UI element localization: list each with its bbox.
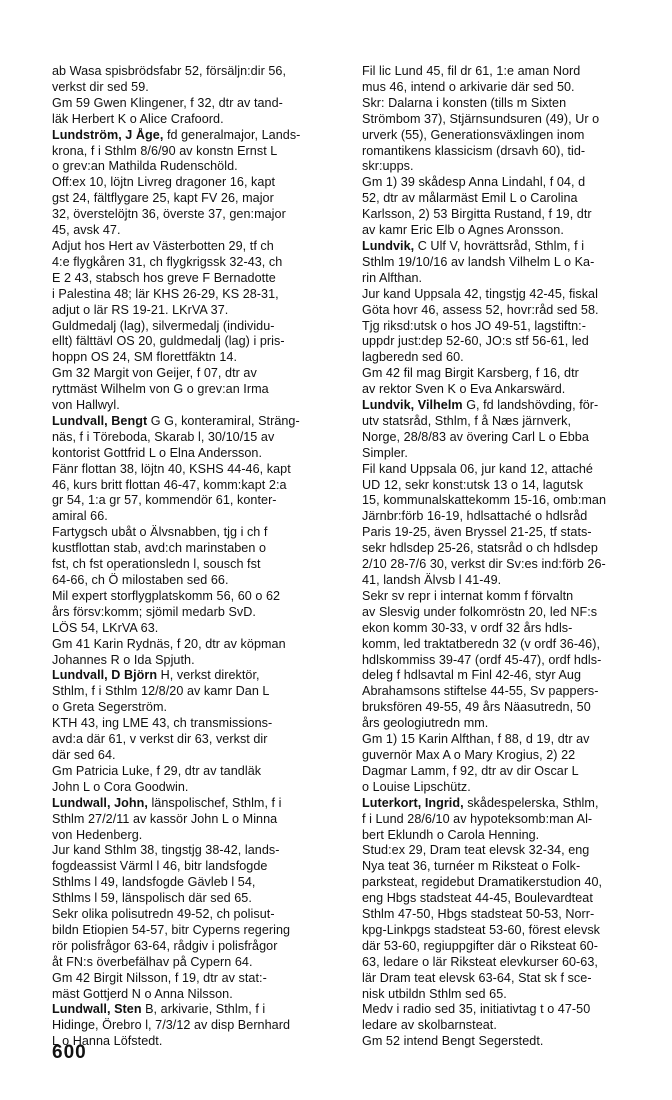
text-line bbox=[52, 605, 352, 621]
text-line bbox=[52, 64, 352, 80]
line-text: Karlsson, 2) 53 Birgitta Rustand, f 19, dtr bbox=[362, 207, 592, 222]
line-text: ledare av skolbarnsteat. bbox=[362, 1018, 497, 1033]
text-line bbox=[362, 621, 664, 637]
text-line bbox=[362, 462, 664, 478]
text-line bbox=[362, 287, 664, 303]
text-line bbox=[52, 271, 352, 287]
line-text: 15, kommunalskattekomm 15-16, omb:man bbox=[362, 493, 607, 508]
text-line bbox=[52, 446, 352, 462]
line-text: 41, landsh Älvsb l 41-49. bbox=[362, 573, 502, 587]
text-line bbox=[52, 875, 352, 891]
text-line bbox=[52, 828, 352, 844]
line-text: komm, led traktatberedn 32 (v ordf 36-46), bbox=[362, 636, 600, 651]
line-text: o Louise Lipschütz. bbox=[362, 779, 471, 794]
line-text: avd:a där 61, v verkst dir 63, verkst dir bbox=[52, 732, 268, 747]
line-text: års geologiutredn mm. bbox=[362, 716, 489, 731]
line-text: Skr: Dalarna i konsten (tills m Sixten bbox=[362, 95, 567, 110]
line-text: fd generalmajor, Lands- bbox=[163, 127, 301, 142]
text-line bbox=[52, 478, 352, 494]
text-line bbox=[362, 955, 664, 971]
line-text: gr 54, 1:a gr 57, kommendör 61, konter- bbox=[52, 493, 277, 508]
text-line bbox=[362, 653, 664, 669]
text-line bbox=[52, 812, 352, 828]
text-line bbox=[52, 350, 352, 366]
line-text: Abrahamsons stiftelse 44-55, Sv pappers- bbox=[362, 684, 599, 699]
text-line bbox=[52, 462, 352, 478]
line-text: kpg-Linkpgs stadsteat 53-60, förest elevsk bbox=[362, 922, 601, 937]
text-line bbox=[52, 430, 352, 446]
line-text: krona, f i Sthlm 8/6/90 av konstn Ernst L bbox=[52, 143, 278, 158]
line-text: kustflottan stab, avd:ch marinstaben o bbox=[52, 541, 267, 556]
line-text: Gm 1) 15 Karin Alfthan, f 88, d 19, dtr av bbox=[362, 732, 590, 747]
entry-name: Lundwall, John, bbox=[52, 795, 148, 810]
line-text: Gm 42 fil mag Birgit Karsberg, f 16, dtr bbox=[362, 366, 579, 381]
text-line bbox=[362, 366, 664, 382]
entry-heading-line bbox=[52, 796, 352, 812]
line-text: L o Hanna Löfstedt. bbox=[52, 1034, 163, 1049]
text-line bbox=[52, 621, 352, 637]
line-text: von Hedenberg. bbox=[52, 827, 143, 842]
line-text: Sthlm 27/2/11 av kassör John L o Minna bbox=[52, 811, 278, 826]
text-line bbox=[52, 319, 352, 335]
text-line bbox=[362, 971, 664, 987]
line-text: gst 24, fältflygare 25, kapt FV 26, major bbox=[52, 191, 274, 206]
text-line bbox=[52, 525, 352, 541]
line-text: eng Hbgs stadsteat 44-45, Boulevardteat bbox=[362, 891, 593, 906]
text-line bbox=[362, 191, 664, 207]
line-text: deleg f hdlsavtal m Finl 42-46, styr Aug bbox=[362, 668, 582, 683]
line-text: Fänr flottan 38, löjtn 40, KSHS 44-46, kapt bbox=[52, 461, 291, 476]
line-text: Sekr olika polisutredn 49-52, ch polisut- bbox=[52, 907, 275, 922]
entry-heading-line bbox=[362, 398, 664, 414]
text-line bbox=[362, 732, 664, 748]
text-line bbox=[362, 128, 664, 144]
entry-heading-line bbox=[52, 128, 352, 144]
text-line bbox=[362, 541, 664, 557]
text-line bbox=[52, 923, 352, 939]
line-text: Järnbr:förb 16-19, hdlsattaché o hdlsråd bbox=[362, 509, 588, 524]
line-text: Off:ex 10, löjtn Livreg dragoner 16, kapt bbox=[52, 175, 276, 190]
text-line bbox=[52, 637, 352, 653]
entry-name: Lundström, J Åge, bbox=[52, 127, 164, 142]
page-number: 600 bbox=[52, 1042, 87, 1063]
text-line bbox=[52, 334, 352, 350]
line-text: Gm 41 Karin Rydnäs, f 20, dtr av köpman bbox=[52, 636, 286, 651]
text-line bbox=[362, 748, 664, 764]
line-text: Dagmar Lamm, f 92, dtr av dir Oscar L bbox=[362, 763, 579, 778]
text-line bbox=[362, 509, 664, 525]
line-text: 63, ledare o lär Riksteat elevkurser 60-63, bbox=[362, 954, 598, 969]
text-line bbox=[52, 303, 352, 319]
line-text: 2/10 28-7/6 30, verkst dir Sv:es ind:förb 26- bbox=[362, 557, 606, 572]
line-text: Gm 32 Margit von Geijer, f 07, dtr av bbox=[52, 366, 257, 381]
text-line bbox=[52, 557, 352, 573]
text-line bbox=[362, 334, 664, 350]
line-text: Strömbom 37), Stjärnsundsuren (49), Ur o bbox=[362, 111, 600, 126]
line-text: amiral 66. bbox=[52, 509, 108, 524]
text-line bbox=[52, 971, 352, 987]
text-line bbox=[362, 64, 664, 80]
line-text: Adjut hos Hert av Västerbotten 29, tf ch bbox=[52, 238, 274, 253]
line-text: hoppn OS 24, SM florettfäktn 14. bbox=[52, 350, 238, 365]
text-line bbox=[52, 987, 352, 1003]
text-line bbox=[52, 780, 352, 796]
text-line bbox=[52, 144, 352, 160]
text-line bbox=[52, 955, 352, 971]
line-text: KTH 43, ing LME 43, ch transmissions- bbox=[52, 716, 273, 731]
line-text: Jur kand Sthlm 38, tingstjg 38-42, lands- bbox=[52, 843, 280, 858]
line-text: fst, ch fst operationsledn l, sousch fst bbox=[52, 557, 261, 572]
line-text: urverk (55), Generationsväxlingen inom bbox=[362, 127, 585, 142]
line-text: C Ulf V, hovrättsråd, Sthlm, f i bbox=[414, 238, 585, 253]
entry-heading-line bbox=[52, 668, 352, 684]
text-line bbox=[362, 414, 664, 430]
text-line bbox=[52, 700, 352, 716]
line-text: Sthlm 19/10/16 av landsh Vilhelm L o Ka- bbox=[362, 254, 595, 269]
text-line bbox=[362, 525, 664, 541]
text-line bbox=[52, 96, 352, 112]
text-line bbox=[362, 1002, 664, 1018]
text-line bbox=[362, 923, 664, 939]
line-text: Fil lic Lund 45, fil dr 61, 1:e aman Nord bbox=[362, 64, 581, 78]
line-text: Gm Patricia Luke, f 29, dtr av tandläk bbox=[52, 763, 262, 778]
text-line bbox=[52, 939, 352, 955]
line-text: Gm 59 Gwen Klingener, f 32, dtr av tand- bbox=[52, 95, 283, 110]
line-text: 46, kurs britt flottan 46-47, komm:kapt 2:a bbox=[52, 477, 287, 492]
line-text: av rektor Sven K o Eva Ankarswärd. bbox=[362, 382, 566, 397]
line-text: verkst dir sed 59. bbox=[52, 79, 149, 94]
line-text: Fartygsch ubåt o Älvsnabben, tjg i ch f bbox=[52, 525, 268, 540]
left-column bbox=[52, 64, 352, 1050]
entry-name: Lundvik, Vilhelm bbox=[362, 398, 463, 413]
text-line bbox=[362, 987, 664, 1003]
line-text: o Greta Segerström. bbox=[52, 700, 168, 715]
line-text: Johannes R o Ida Spjuth. bbox=[52, 652, 195, 667]
line-text: hdlskommiss 39-47 (ordf 45-47), ordf hdls- bbox=[362, 652, 602, 667]
line-text: ryttmäst Wilhelm von G o grev:an Irma bbox=[52, 382, 269, 397]
line-text: fogdeassist Värml l 46, bitr landsfogde bbox=[52, 859, 268, 874]
line-text: bruksfören 49-55, 49 års Näasutredn, 50 bbox=[362, 700, 591, 715]
line-text: skr:upps. bbox=[362, 159, 414, 174]
line-text: bert Eklundh o Carola Henning. bbox=[362, 827, 540, 842]
line-text: 52, dtr av målarmäst Emil L o Carolina bbox=[362, 191, 578, 206]
line-text: av kamr Eric Elb o Agnes Aronsson. bbox=[362, 223, 564, 238]
text-line bbox=[362, 96, 664, 112]
line-text: Paris 19-25, även Bryssel 21-25, tf stats- bbox=[362, 525, 592, 540]
text-line bbox=[362, 812, 664, 828]
line-text: romantikens klassicism (drsavh 60), tid- bbox=[362, 143, 586, 158]
line-text: B, arkivarie, Sthlm, f i bbox=[141, 1002, 266, 1017]
line-text: kontorist Gottfrid L o Elna Andersson. bbox=[52, 445, 263, 460]
line-text: mäst Gottjerd N o Anna Nilsson. bbox=[52, 986, 233, 1001]
text-line bbox=[362, 430, 664, 446]
line-text: Gm 52 intend Bengt Segerstedt. bbox=[362, 1034, 544, 1049]
text-line bbox=[52, 255, 352, 271]
text-line bbox=[362, 939, 664, 955]
line-text: G G, konteramiral, Sträng- bbox=[147, 413, 300, 428]
text-line bbox=[52, 843, 352, 859]
line-text: skådespelerska, Sthlm, bbox=[463, 795, 599, 810]
text-line bbox=[362, 891, 664, 907]
line-text: guvernör Max A o Mary Krogius, 2) 22 bbox=[362, 747, 576, 762]
text-line bbox=[362, 255, 664, 271]
text-line bbox=[52, 1018, 352, 1034]
text-line bbox=[362, 144, 664, 160]
text-line bbox=[362, 716, 664, 732]
text-line bbox=[52, 1034, 352, 1050]
text-line bbox=[362, 303, 664, 319]
text-line bbox=[52, 684, 352, 700]
line-text: 64-66, ch Ö milostaben sed 66. bbox=[52, 573, 229, 587]
line-text: Medv i radio sed 35, initiativtag t o 47-50 bbox=[362, 1002, 591, 1017]
entry-name: Lundwall, Sten bbox=[52, 1002, 142, 1017]
line-text: ab Wasa spisbrödsfabr 52, försäljn:dir 56, bbox=[52, 64, 287, 78]
line-text: Fil kand Uppsala 06, jur kand 12, attaché bbox=[362, 461, 593, 476]
text-line bbox=[362, 780, 664, 796]
line-text: av Slesvig under folkomröstn 20, led NF:s bbox=[362, 604, 598, 619]
entry-heading-line bbox=[362, 239, 664, 255]
text-line bbox=[362, 589, 664, 605]
line-text: års försv:komm; sjömil medarb SvD. bbox=[52, 604, 256, 619]
entry-name: Lundvall, D Björn bbox=[52, 668, 158, 683]
text-line bbox=[362, 843, 664, 859]
line-text: UD 12, sekr konst:utsk 13 o 14, lagutsk bbox=[362, 477, 584, 492]
text-line bbox=[362, 493, 664, 509]
line-text: där sed 64. bbox=[52, 747, 116, 762]
entry-heading-line bbox=[362, 796, 664, 812]
text-line bbox=[362, 764, 664, 780]
line-text: Jur kand Uppsala 42, tingstjg 42-45, fiskal bbox=[362, 286, 598, 301]
text-line bbox=[52, 398, 352, 414]
text-line bbox=[362, 271, 664, 287]
text-line bbox=[362, 557, 664, 573]
line-text: Simpler. bbox=[362, 445, 408, 460]
text-line bbox=[52, 573, 352, 589]
text-line bbox=[362, 80, 664, 96]
line-text: Tjg riksd:utsk o hos JO 49-51, lagstiftn:- bbox=[362, 318, 586, 333]
entry-heading-line bbox=[52, 414, 352, 430]
text-line bbox=[52, 159, 352, 175]
text-line bbox=[52, 653, 352, 669]
line-text: Göta hovr 46, assess 52, hovr:råd sed 58. bbox=[362, 302, 599, 317]
line-text: rör polisfrågor 63-64, rådgiv i polisfrågor bbox=[52, 938, 278, 953]
entry-name: Lundvik, bbox=[362, 238, 415, 253]
text-line bbox=[52, 748, 352, 764]
line-text: Sthlms l 59, länspolisch där sed 65. bbox=[52, 891, 252, 906]
text-line bbox=[52, 589, 352, 605]
text-line bbox=[52, 239, 352, 255]
text-line bbox=[52, 191, 352, 207]
line-text: 32, överstelöjtn 36, överste 37, gen:major bbox=[52, 207, 286, 222]
entry-name: Lundvall, Bengt bbox=[52, 413, 148, 428]
text-line bbox=[52, 859, 352, 875]
line-text: Stud:ex 29, Dram teat elevsk 32-34, eng bbox=[362, 843, 590, 858]
text-line bbox=[362, 446, 664, 462]
line-text: Nya teat 36, turnéer m Riksteat o Folk- bbox=[362, 859, 581, 874]
line-text: Sthlm 47-50, Hbgs stadsteat 50-53, Norr- bbox=[362, 907, 595, 922]
text-line bbox=[362, 637, 664, 653]
line-text: läk Herbert K o Alice Crafoord. bbox=[52, 111, 224, 126]
line-text: Norge, 28/8/83 av övering Carl L o Ebba bbox=[362, 429, 589, 444]
text-line bbox=[362, 478, 664, 494]
line-text: Sthlms l 49, landsfogde Gävleb l 54, bbox=[52, 875, 256, 890]
line-text: H, verkst direktör, bbox=[157, 668, 260, 683]
text-line bbox=[52, 764, 352, 780]
text-line bbox=[362, 684, 664, 700]
line-text: ekon komm 30-33, v ordf 32 års hdls- bbox=[362, 620, 573, 635]
line-text: där 53-60, regiuppgifter där o Riksteat 60- bbox=[362, 938, 598, 953]
text-line bbox=[52, 80, 352, 96]
line-text: adjut o lär RS 19-21. LKrVA 37. bbox=[52, 302, 229, 317]
line-text: o grev:an Mathilda Rudenschöld. bbox=[52, 159, 238, 174]
line-text: John L o Cora Goodwin. bbox=[52, 779, 189, 794]
line-text: uppdr just:dep 52-60, JO:s stf 56-61, led bbox=[362, 334, 589, 349]
text-line bbox=[362, 319, 664, 335]
line-text: Hidinge, Örebro l, 7/3/12 av disp Bernhard bbox=[52, 1018, 291, 1033]
text-line bbox=[362, 382, 664, 398]
line-text: sekr hdlsdep 25-26, statsråd o ch hdlsdep bbox=[362, 541, 598, 556]
text-line bbox=[52, 907, 352, 923]
line-text: Guldmedalj (lag), silvermedalj (individu- bbox=[52, 318, 275, 333]
line-text: E 2 43, stabsch hos greve F Bernadotte bbox=[52, 270, 276, 285]
line-text: ellt) fälttävl OS 20, guldmedalj (lag) i pris- bbox=[52, 334, 285, 349]
line-text: 4:e flygkåren 31, ch flygkrigssk 32-43, ch bbox=[52, 254, 283, 269]
line-text: näs, f i Töreboda, Skarab l, 30/10/15 av bbox=[52, 429, 275, 444]
line-text: lagberedn sed 60. bbox=[362, 350, 464, 365]
text-line bbox=[362, 605, 664, 621]
line-text: rin Alfthan. bbox=[362, 270, 423, 285]
line-text: lär Dram teat elevsk 63-64, Stat sk f sce- bbox=[362, 970, 592, 985]
text-line bbox=[52, 716, 352, 732]
text-line bbox=[52, 891, 352, 907]
text-line bbox=[362, 668, 664, 684]
line-text: von Hallwyl. bbox=[52, 398, 120, 413]
text-line bbox=[362, 112, 664, 128]
text-line bbox=[362, 1018, 664, 1034]
line-text: länspolischef, Sthlm, f i bbox=[147, 795, 282, 810]
text-line bbox=[362, 159, 664, 175]
text-line bbox=[52, 541, 352, 557]
text-line bbox=[52, 207, 352, 223]
text-line bbox=[362, 828, 664, 844]
line-text: utv statsråd, Sthlm, f å Næs järnverk, bbox=[362, 413, 572, 428]
text-line bbox=[362, 859, 664, 875]
text-line bbox=[52, 493, 352, 509]
text-line bbox=[362, 350, 664, 366]
text-line bbox=[362, 573, 664, 589]
text-line bbox=[52, 287, 352, 303]
text-line bbox=[52, 175, 352, 191]
line-text: LÖS 54, LKrVA 63. bbox=[52, 620, 159, 635]
line-text: 45, avsk 47. bbox=[52, 223, 121, 238]
text-line bbox=[362, 700, 664, 716]
entry-name: Luterkort, Ingrid, bbox=[362, 795, 464, 810]
line-text: mus 46, intend o arkivarie där sed 50. bbox=[362, 79, 575, 94]
line-text: nisk utbildn Sthlm sed 65. bbox=[362, 986, 507, 1001]
line-text: Gm 1) 39 skådesp Anna Lindahl, f 04, d bbox=[362, 175, 586, 190]
line-text: G, fd landshövding, för- bbox=[462, 398, 599, 413]
text-line bbox=[52, 366, 352, 382]
text-line bbox=[52, 112, 352, 128]
text-line bbox=[362, 907, 664, 923]
text-line bbox=[52, 223, 352, 239]
text-line bbox=[52, 509, 352, 525]
line-text: Sekr sv repr i internat komm f förvaltn bbox=[362, 588, 574, 603]
entry-heading-line bbox=[52, 1002, 352, 1018]
line-text: åt FN:s överbefälhav på Cypern 64. bbox=[52, 954, 253, 969]
text-line bbox=[362, 175, 664, 191]
line-text: Sthlm, f i Sthlm 12/8/20 av kamr Dan L bbox=[52, 684, 270, 699]
right-column bbox=[362, 64, 664, 1050]
line-text: f i Lund 28/6/10 av hypoteksomb:man Al- bbox=[362, 811, 593, 826]
text-line bbox=[362, 1034, 664, 1050]
text-line bbox=[362, 207, 664, 223]
line-text: bildn Etiopien 54-57, bitr Cyperns regering bbox=[52, 922, 291, 937]
text-line bbox=[362, 875, 664, 891]
line-text: Gm 42 Birgit Nilsson, f 19, dtr av stat:- bbox=[52, 970, 267, 985]
line-text: Mil expert storflygplatskomm 56, 60 o 62 bbox=[52, 588, 281, 603]
line-text: i Palestina 48; lär KHS 26-29, KS 28-31, bbox=[52, 286, 279, 301]
text-line bbox=[362, 223, 664, 239]
line-text: parksteat, regidebut Dramatikerstudion 40, bbox=[362, 875, 603, 890]
text-line bbox=[52, 382, 352, 398]
text-line bbox=[52, 732, 352, 748]
